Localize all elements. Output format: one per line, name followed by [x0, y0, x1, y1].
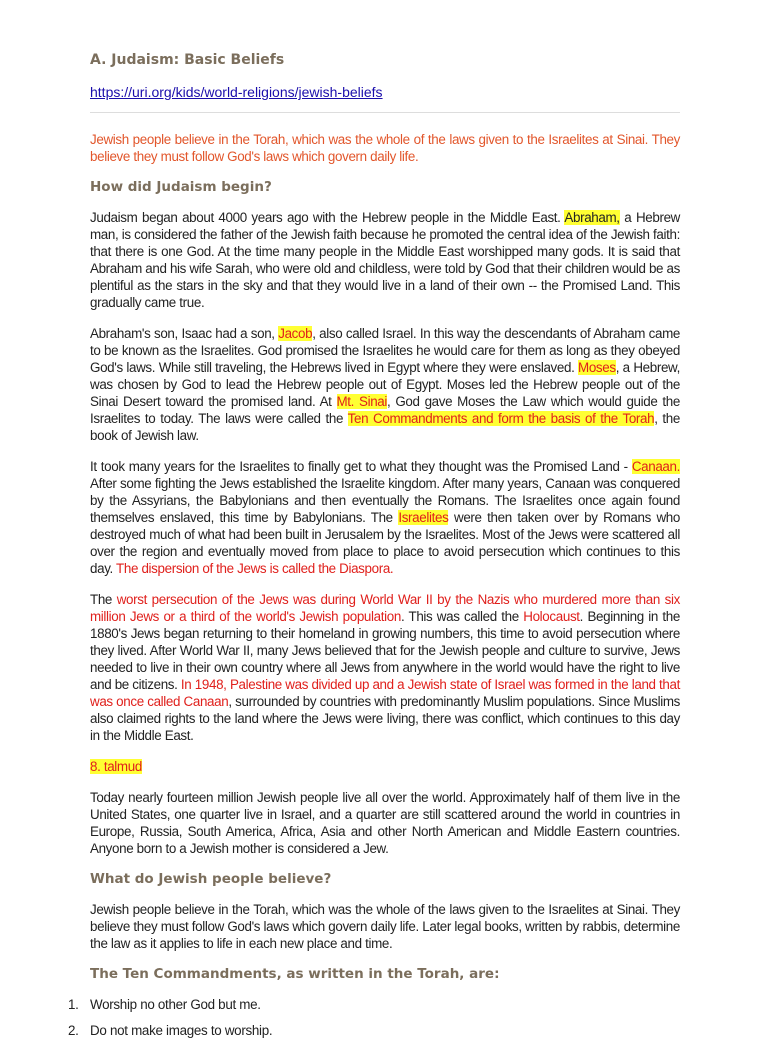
paragraph-population: Today nearly fourteen million Jewish people live all over the world. Approximately half of them live in the United States, one quarter live in Israel, and a quarter are still scattered around the world in countries in Europe, Russia, South America, Africa, Asia and other North American and Middle Eastern countries. Anyone born to a Jewish mother is considered a Jew. [90, 790, 680, 856]
red-text-diaspora: The dispersion of the Jews is called the Diaspora. [116, 561, 394, 576]
text-span: Judaism began about 4000 years ago with the Hebrew people in the Middle East. [90, 210, 565, 225]
red-text-holocaust: Holocaust [523, 609, 580, 624]
paragraph-canaan [90, 458, 680, 577]
text-span: , God gave Moses the Law which would guide the Israelites to today. The laws were called the [90, 394, 680, 426]
divider [90, 112, 680, 113]
list-item-text: Worship no other God but me. [90, 997, 261, 1012]
list-number: 2. [68, 1023, 79, 1038]
paragraph-israelites [90, 325, 680, 444]
highlight-jacob: Jacob [278, 326, 313, 341]
text-span: , a Hebrew, was chosen by God to lead the Hebrew people out of Egypt. Moses led the Hebrew people out of the Sinai Desert toward the promised land. At [90, 360, 681, 409]
text-span: , also called Israel. In this way the descendants of Abraham came to be known as the Israelites. God promised the Israelites he would care for them as long as they obeyed God's laws. While still traveling, the Hebrews lived in Egypt where they were enslaved. [90, 326, 680, 375]
heading-how-begin: How did Judaism begin? [90, 179, 272, 195]
list-item [68, 1022, 680, 1039]
source-link[interactable]: https://uri.org/kids/world-religions/jewish-beliefs [90, 84, 383, 100]
highlight-israelites: Israelites [398, 510, 449, 525]
text-span: It took many years for the Israelites to finally get to what they thought was the Promised Land - [90, 459, 632, 474]
paragraph-beliefs: Jewish people believe in the Torah, which was the whole of the laws given to the Israelites at Sinai. They believe they must follow God's laws which govern daily life. Later legal books, written by rabbis, determine the law as it applies to life in each new place and time. [90, 902, 680, 951]
text-span: a Hebrew man, is considered the father of the Jewish faith because he promoted the central idea of the Jewish faith: that there is one God. At the time many people in the Middle East worshipped many gods. It is said that Abraham and his wife Sarah, who were old and childless, were told by God that their children would be as plentiful as the stars in the sky and that they would live in a land of their own -- the Promised Land. This gradually came true. [90, 210, 680, 310]
list-item-text: Do not make images to worship. [90, 1023, 273, 1038]
highlight-canaan: Canaan. [631, 459, 680, 474]
text-span: The [90, 592, 117, 607]
document-content [68, 52, 681, 1039]
heading-ten-commandments: The Ten Commandments, as written in the Torah, are: [90, 966, 500, 982]
highlight-abraham: Abraham, [564, 210, 620, 225]
text-span: After some fighting the Jews established the Israelite kingdom. After many years, Canaan was conquered by the Assyrians, the Babylonians and then eventually the Romans. The Israelites once again found themselves enslaved, this time by Babylonians. The [90, 476, 680, 525]
highlight-mt-sinai: Mt. Sinai [336, 394, 388, 409]
page-title: A. Judaism: Basic Beliefs [90, 52, 285, 68]
red-text-1948: In 1948, Palestine was divided up and a Jewish state of Israel was formed in the land that was once called Canaan [90, 677, 680, 709]
text-span: . Beginning in the 1880's Jews began returning to their homeland in growing numbers, this time to avoid persecution where they lived. After World War II, many Jews believed that for the Jewish people and culture to survive, Jews needed to live in their own country where all Jews from anywhere in the world would have the right to live and be citizens. [90, 609, 680, 692]
commandments-list [68, 996, 680, 1039]
intro-paragraph: Jewish people believe in the Torah, which was the whole of the laws given to the Israelites at Sinai. They believe they must follow God's laws which govern daily life. [90, 132, 680, 164]
list-item [68, 996, 680, 1013]
list-number: 1. [68, 997, 79, 1012]
heading-what-believe: What do Jewish people believe? [90, 871, 332, 887]
highlight-ten-commandments: Ten Commandments and form the basis of the Torah [347, 411, 655, 426]
text-span: Abraham's son, Isaac had a son, [90, 326, 279, 341]
red-text-persecution: worst persecution of the Jews was during World War II by the Nazis who murdered more than six million Jews or a third of the world's Jewish population [90, 592, 680, 624]
text-span: , the book of Jewish law. [90, 411, 680, 443]
text-span: , surrounded by countries with predominantly Muslim populations. Since Muslims also claimed rights to the land where the Jews were living, there was conflict, which continues to this day in the Middle East. [90, 694, 680, 743]
paragraph-origins [90, 209, 680, 311]
highlight-moses: Moses [578, 360, 616, 375]
paragraph-talmud [90, 758, 680, 775]
highlight-talmud: 8. talmud [90, 759, 142, 774]
text-span: . This was called the [400, 609, 524, 624]
text-span: were then taken over by Romans who destroyed much of what had been built in Jerusalem by the Israelites. Most of the Jews were scattered all over the region and eventually moved from place to place to avoid persecution which continues to this day. [90, 510, 680, 576]
paragraph-holocaust [90, 591, 680, 744]
